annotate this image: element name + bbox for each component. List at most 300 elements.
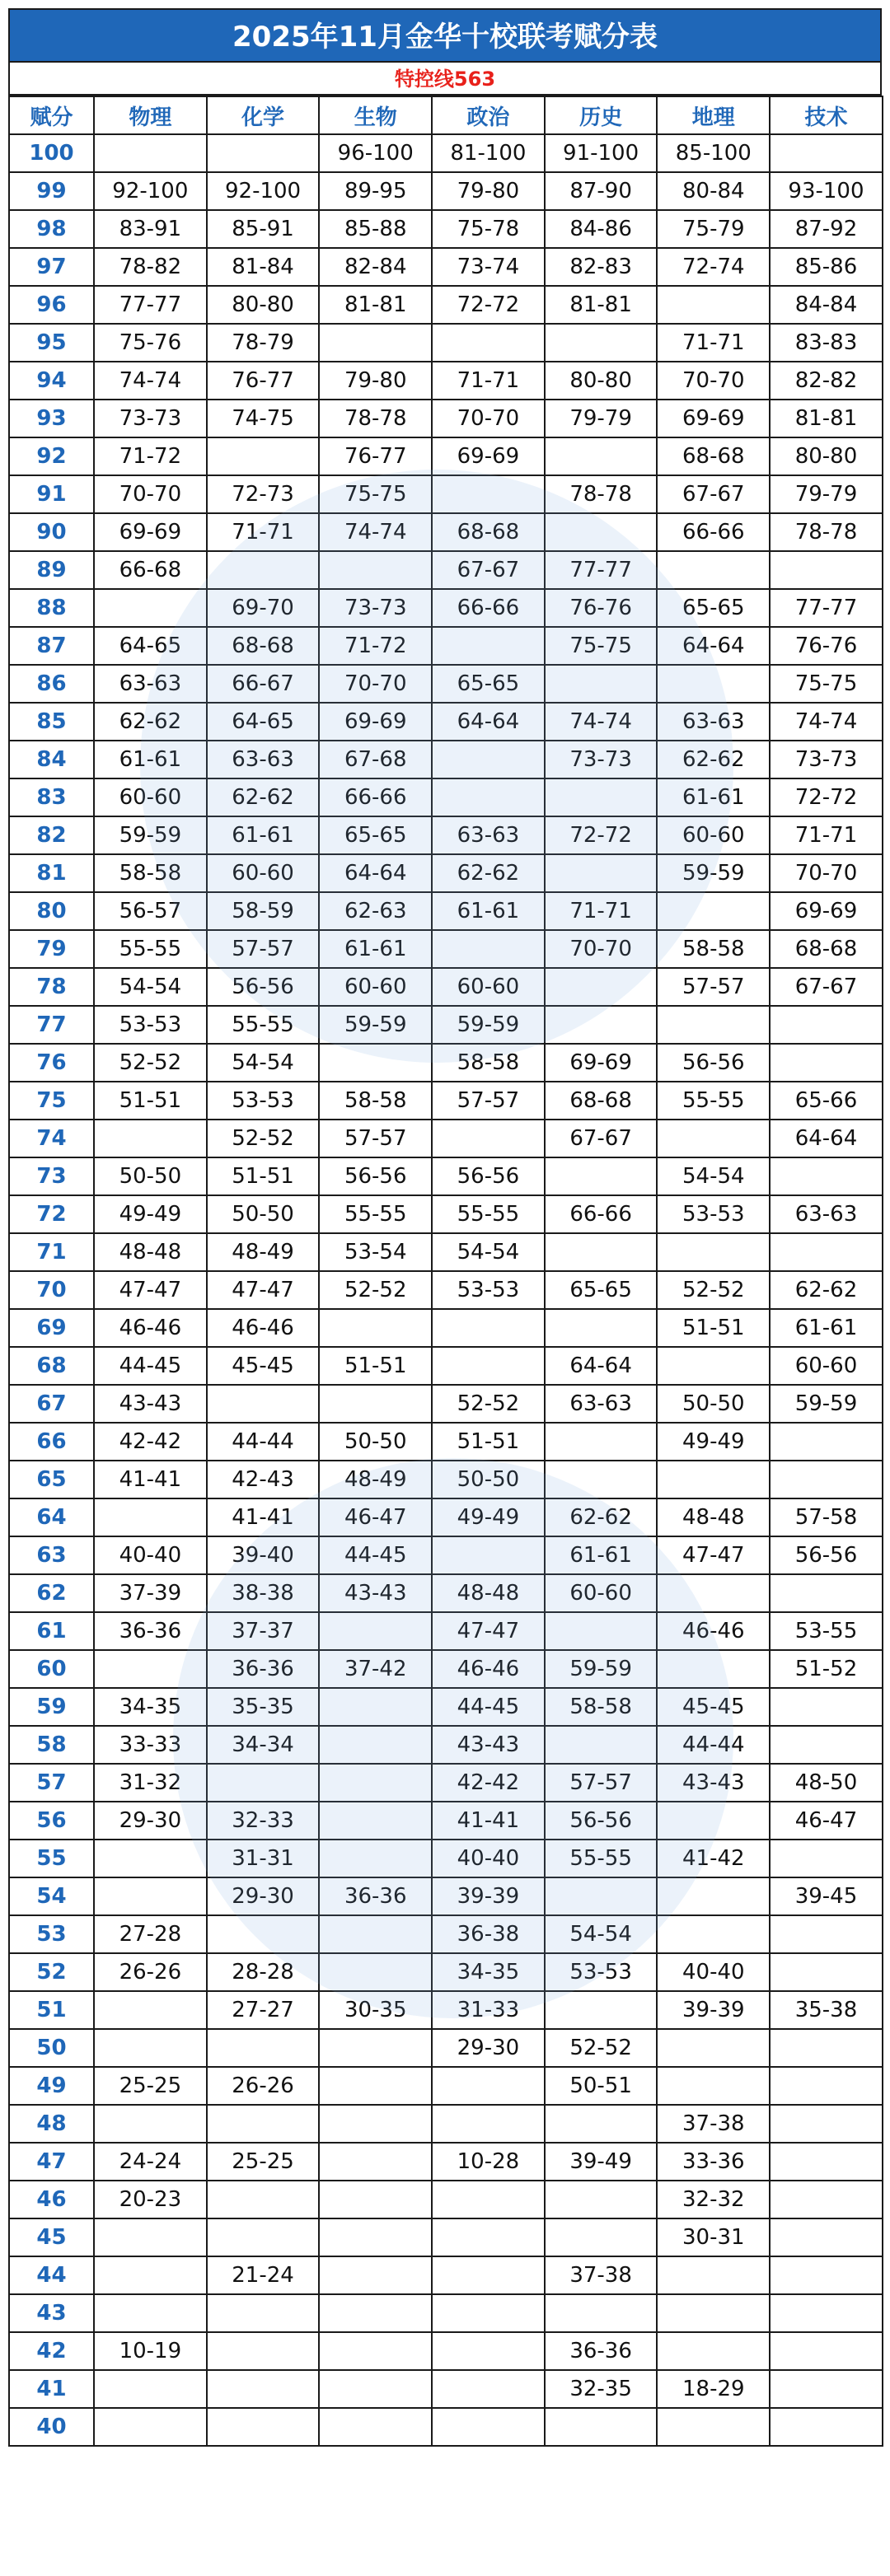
- table-row: [9, 286, 883, 324]
- cell-history: 57-57: [545, 1764, 658, 1802]
- cell-politics: 54-54: [432, 1233, 545, 1271]
- table-row: [9, 324, 883, 362]
- cell-physics: [94, 2294, 207, 2332]
- cell-politics: 43-43: [432, 1726, 545, 1764]
- cell-politics: 75-78: [432, 210, 545, 248]
- cell-physics: 46-46: [94, 1309, 207, 1347]
- cell-technology: [770, 2218, 883, 2256]
- cell-physics: [94, 589, 207, 627]
- cell-biology: [319, 1726, 432, 1764]
- cell-history: [545, 1612, 658, 1650]
- cell-technology: 63-63: [770, 1195, 883, 1233]
- cell-technology: 65-66: [770, 1082, 883, 1120]
- cell-history: 78-78: [545, 475, 658, 513]
- cell-physics: 29-30: [94, 1802, 207, 1840]
- table-row: [9, 2067, 883, 2105]
- table-row: [9, 2181, 883, 2218]
- table-row: [9, 400, 883, 437]
- cell-geography: [657, 1347, 770, 1385]
- cell-biology: 76-77: [319, 437, 432, 475]
- cell-technology: [770, 1006, 883, 1044]
- table-row: [9, 2408, 883, 2446]
- cell-biology: 55-55: [319, 1195, 432, 1233]
- cell-physics: 53-53: [94, 1006, 207, 1044]
- table-row: [9, 1498, 883, 1536]
- cell-politics: 39-39: [432, 1877, 545, 1915]
- cell-geography: [657, 1233, 770, 1271]
- cell-biology: 52-52: [319, 1271, 432, 1309]
- cell-history: [545, 1991, 658, 2029]
- cell-chemistry: 38-38: [207, 1574, 320, 1612]
- table-title: 2025年11月金华十校联考赋分表: [8, 8, 882, 63]
- cell-politics: 58-58: [432, 1044, 545, 1082]
- cell-chemistry: 66-67: [207, 665, 320, 703]
- cell-politics: [432, 2294, 545, 2332]
- cell-technology: 56-56: [770, 1536, 883, 1574]
- cell-biology: 65-65: [319, 816, 432, 854]
- cell-score: 99: [9, 172, 94, 210]
- cell-technology: 64-64: [770, 1120, 883, 1157]
- cell-physics: 52-52: [94, 1044, 207, 1082]
- cell-politics: 79-80: [432, 172, 545, 210]
- cell-chemistry: 27-27: [207, 1991, 320, 2029]
- cell-score: 44: [9, 2256, 94, 2294]
- cell-chemistry: 85-91: [207, 210, 320, 248]
- table-row: [9, 627, 883, 665]
- cell-chemistry: [207, 2294, 320, 2332]
- cell-biology: [319, 2256, 432, 2294]
- cell-score: 43: [9, 2294, 94, 2332]
- cell-chemistry: 37-37: [207, 1612, 320, 1650]
- cell-geography: [657, 2294, 770, 2332]
- cell-technology: 67-67: [770, 968, 883, 1006]
- cell-score: 60: [9, 1650, 94, 1688]
- cell-technology: 39-45: [770, 1877, 883, 1915]
- cell-biology: 74-74: [319, 513, 432, 551]
- table-row: [9, 2294, 883, 2332]
- cell-biology: [319, 1953, 432, 1991]
- table-row: [9, 703, 883, 741]
- cell-politics: 47-47: [432, 1612, 545, 1650]
- cell-politics: 40-40: [432, 1840, 545, 1877]
- table-row: [9, 1347, 883, 1385]
- cell-chemistry: 71-71: [207, 513, 320, 551]
- table-row: [9, 2370, 883, 2408]
- cell-physics: 73-73: [94, 400, 207, 437]
- cell-geography: 39-39: [657, 1991, 770, 2029]
- cell-geography: [657, 2332, 770, 2370]
- cell-geography: [657, 1650, 770, 1688]
- table-row: [9, 248, 883, 286]
- cell-physics: 10-19: [94, 2332, 207, 2370]
- cell-geography: 33-36: [657, 2143, 770, 2181]
- cell-score: 100: [9, 134, 94, 172]
- cell-biology: 58-58: [319, 1082, 432, 1120]
- cell-biology: 71-72: [319, 627, 432, 665]
- cell-geography: 72-74: [657, 248, 770, 286]
- cell-politics: 34-35: [432, 1953, 545, 1991]
- cell-biology: 56-56: [319, 1157, 432, 1195]
- cell-physics: 37-39: [94, 1574, 207, 1612]
- cell-history: [545, 2105, 658, 2143]
- header-physics: 物理: [94, 96, 207, 134]
- header-technology: 技术: [770, 96, 883, 134]
- cell-technology: 59-59: [770, 1385, 883, 1423]
- cell-biology: [319, 324, 432, 362]
- cell-politics: [432, 2218, 545, 2256]
- cell-geography: 53-53: [657, 1195, 770, 1233]
- cell-physics: 42-42: [94, 1423, 207, 1461]
- cell-geography: 30-31: [657, 2218, 770, 2256]
- table-row: [9, 589, 883, 627]
- table-row: [9, 1802, 883, 1840]
- cell-history: [545, 1726, 658, 1764]
- cell-history: 56-56: [545, 1802, 658, 1840]
- cell-biology: 96-100: [319, 134, 432, 172]
- cell-geography: [657, 1120, 770, 1157]
- cell-politics: [432, 1309, 545, 1347]
- cell-geography: 64-64: [657, 627, 770, 665]
- cell-technology: [770, 2256, 883, 2294]
- cell-geography: [657, 1802, 770, 1840]
- cell-chemistry: [207, 2332, 320, 2370]
- cell-chemistry: [207, 2105, 320, 2143]
- table-row: [9, 2029, 883, 2067]
- cell-history: [545, 2408, 658, 2446]
- table-row: [9, 172, 883, 210]
- cell-biology: [319, 2181, 432, 2218]
- cell-politics: [432, 627, 545, 665]
- cell-physics: 56-57: [94, 892, 207, 930]
- cell-biology: [319, 2294, 432, 2332]
- cell-physics: 24-24: [94, 2143, 207, 2181]
- cell-history: 39-49: [545, 2143, 658, 2181]
- header-geography: 地理: [657, 96, 770, 134]
- cell-chemistry: [207, 2370, 320, 2408]
- cell-politics: [432, 741, 545, 778]
- cell-score: 70: [9, 1271, 94, 1309]
- cell-chemistry: 74-75: [207, 400, 320, 437]
- cell-biology: 89-95: [319, 172, 432, 210]
- table-row: [9, 2143, 883, 2181]
- cell-geography: [657, 1915, 770, 1953]
- cell-score: 88: [9, 589, 94, 627]
- cell-chemistry: 44-44: [207, 1423, 320, 1461]
- cell-politics: 57-57: [432, 1082, 545, 1120]
- cell-physics: 75-76: [94, 324, 207, 362]
- table-row: [9, 854, 883, 892]
- cell-geography: [657, 1574, 770, 1612]
- cell-score: 66: [9, 1423, 94, 1461]
- cell-history: [545, 513, 658, 551]
- cell-technology: 82-82: [770, 362, 883, 400]
- cell-physics: 62-62: [94, 703, 207, 741]
- cell-physics: 74-74: [94, 362, 207, 400]
- cell-chemistry: 53-53: [207, 1082, 320, 1120]
- cell-biology: 75-75: [319, 475, 432, 513]
- cell-politics: [432, 1120, 545, 1157]
- table-row: [9, 1233, 883, 1271]
- cell-history: 60-60: [545, 1574, 658, 1612]
- cell-history: 77-77: [545, 551, 658, 589]
- cell-physics: 78-82: [94, 248, 207, 286]
- cell-score: 59: [9, 1688, 94, 1726]
- cell-geography: 47-47: [657, 1536, 770, 1574]
- cell-chemistry: 26-26: [207, 2067, 320, 2105]
- cell-history: 84-86: [545, 210, 658, 248]
- cell-score: 47: [9, 2143, 94, 2181]
- special-control-line: 特控线563: [8, 63, 882, 96]
- cell-geography: 58-58: [657, 930, 770, 968]
- cell-politics: 41-41: [432, 1802, 545, 1840]
- cell-history: 66-66: [545, 1195, 658, 1233]
- cell-biology: 43-43: [319, 1574, 432, 1612]
- cell-geography: 49-49: [657, 1423, 770, 1461]
- cell-chemistry: 56-56: [207, 968, 320, 1006]
- cell-score: 62: [9, 1574, 94, 1612]
- cell-chemistry: 39-40: [207, 1536, 320, 1574]
- cell-history: [545, 665, 658, 703]
- cell-geography: 66-66: [657, 513, 770, 551]
- cell-chemistry: [207, 551, 320, 589]
- cell-politics: 29-30: [432, 2029, 545, 2067]
- cell-technology: [770, 1915, 883, 1953]
- header-row: [9, 96, 883, 134]
- table-row: [9, 362, 883, 400]
- cell-geography: 61-61: [657, 778, 770, 816]
- cell-technology: [770, 2181, 883, 2218]
- cell-history: 74-74: [545, 703, 658, 741]
- cell-history: [545, 1877, 658, 1915]
- cell-geography: 56-56: [657, 1044, 770, 1082]
- cell-score: 74: [9, 1120, 94, 1157]
- cell-chemistry: [207, 1385, 320, 1423]
- cell-score: 76: [9, 1044, 94, 1082]
- cell-biology: [319, 2408, 432, 2446]
- table-row: [9, 1612, 883, 1650]
- cell-physics: 49-49: [94, 1195, 207, 1233]
- cell-chemistry: 48-49: [207, 1233, 320, 1271]
- cell-chemistry: 68-68: [207, 627, 320, 665]
- cell-technology: 85-86: [770, 248, 883, 286]
- table-row: [9, 1915, 883, 1953]
- table-row: [9, 2105, 883, 2143]
- cell-biology: [319, 2067, 432, 2105]
- cell-biology: 81-81: [319, 286, 432, 324]
- cell-score: 85: [9, 703, 94, 741]
- score-conversion-table: [8, 96, 883, 2447]
- cell-score: 65: [9, 1461, 94, 1498]
- cell-geography: [657, 1877, 770, 1915]
- table-row: [9, 816, 883, 854]
- cell-score: 71: [9, 1233, 94, 1271]
- cell-biology: 78-78: [319, 400, 432, 437]
- cell-chemistry: 45-45: [207, 1347, 320, 1385]
- cell-geography: 57-57: [657, 968, 770, 1006]
- table-row: [9, 1461, 883, 1498]
- cell-biology: 60-60: [319, 968, 432, 1006]
- table-row: [9, 1840, 883, 1877]
- cell-physics: 51-51: [94, 1082, 207, 1120]
- cell-chemistry: 81-84: [207, 248, 320, 286]
- cell-politics: 68-68: [432, 513, 545, 551]
- cell-physics: 34-35: [94, 1688, 207, 1726]
- cell-geography: 44-44: [657, 1726, 770, 1764]
- cell-politics: 70-70: [432, 400, 545, 437]
- cell-score: 83: [9, 778, 94, 816]
- cell-biology: [319, 2105, 432, 2143]
- cell-score: 41: [9, 2370, 94, 2408]
- cell-history: 87-90: [545, 172, 658, 210]
- cell-history: [545, 2181, 658, 2218]
- cell-history: [545, 1006, 658, 1044]
- cell-history: 50-51: [545, 2067, 658, 2105]
- cell-chemistry: 63-63: [207, 741, 320, 778]
- cell-physics: 20-23: [94, 2181, 207, 2218]
- cell-biology: 82-84: [319, 248, 432, 286]
- cell-history: [545, 2294, 658, 2332]
- cell-physics: 63-63: [94, 665, 207, 703]
- cell-history: [545, 2218, 658, 2256]
- cell-technology: 75-75: [770, 665, 883, 703]
- cell-geography: [657, 551, 770, 589]
- table-row: [9, 1991, 883, 2029]
- cell-physics: [94, 1498, 207, 1536]
- cell-technology: [770, 1423, 883, 1461]
- table-row: [9, 741, 883, 778]
- cell-history: [545, 1157, 658, 1195]
- cell-politics: [432, 2408, 545, 2446]
- table-row: [9, 475, 883, 513]
- cell-politics: 73-74: [432, 248, 545, 286]
- cell-history: [545, 1309, 658, 1347]
- cell-score: 87: [9, 627, 94, 665]
- cell-score: 55: [9, 1840, 94, 1877]
- cell-biology: [319, 551, 432, 589]
- cell-technology: [770, 2029, 883, 2067]
- cell-politics: 66-66: [432, 589, 545, 627]
- cell-history: 71-71: [545, 892, 658, 930]
- cell-geography: [657, 892, 770, 930]
- cell-politics: 36-38: [432, 1915, 545, 1953]
- cell-technology: [770, 134, 883, 172]
- cell-biology: [319, 1915, 432, 1953]
- cell-history: 63-63: [545, 1385, 658, 1423]
- cell-history: 70-70: [545, 930, 658, 968]
- cell-history: 69-69: [545, 1044, 658, 1082]
- table-row: [9, 1650, 883, 1688]
- cell-geography: 69-69: [657, 400, 770, 437]
- cell-politics: 10-28: [432, 2143, 545, 2181]
- table-row: [9, 1044, 883, 1082]
- cell-politics: 48-48: [432, 1574, 545, 1612]
- cell-physics: 61-61: [94, 741, 207, 778]
- cell-history: 75-75: [545, 627, 658, 665]
- cell-politics: [432, 2332, 545, 2370]
- cell-score: 94: [9, 362, 94, 400]
- cell-technology: 70-70: [770, 854, 883, 892]
- cell-technology: [770, 1688, 883, 1726]
- cell-physics: 47-47: [94, 1271, 207, 1309]
- cell-score: 52: [9, 1953, 94, 1991]
- cell-physics: 41-41: [94, 1461, 207, 1498]
- cell-politics: [432, 2105, 545, 2143]
- cell-chemistry: 72-73: [207, 475, 320, 513]
- cell-history: 36-36: [545, 2332, 658, 2370]
- cell-geography: [657, 2067, 770, 2105]
- table-row: [9, 892, 883, 930]
- cell-politics: [432, 778, 545, 816]
- cell-geography: 80-84: [657, 172, 770, 210]
- cell-score: 97: [9, 248, 94, 286]
- cell-physics: [94, 1120, 207, 1157]
- cell-score: 98: [9, 210, 94, 248]
- cell-biology: [319, 1385, 432, 1423]
- cell-physics: 69-69: [94, 513, 207, 551]
- cell-physics: 71-72: [94, 437, 207, 475]
- cell-technology: 62-62: [770, 1271, 883, 1309]
- cell-history: 58-58: [545, 1688, 658, 1726]
- cell-score: 79: [9, 930, 94, 968]
- table-row: [9, 1271, 883, 1309]
- table-row: [9, 1536, 883, 1574]
- cell-physics: 44-45: [94, 1347, 207, 1385]
- cell-history: [545, 1233, 658, 1271]
- cell-history: 68-68: [545, 1082, 658, 1120]
- cell-score: 64: [9, 1498, 94, 1536]
- table-row: [9, 1688, 883, 1726]
- cell-biology: 64-64: [319, 854, 432, 892]
- cell-geography: 18-29: [657, 2370, 770, 2408]
- cell-physics: 83-91: [94, 210, 207, 248]
- cell-geography: 71-71: [657, 324, 770, 362]
- cell-history: 53-53: [545, 1953, 658, 1991]
- cell-technology: [770, 1840, 883, 1877]
- cell-chemistry: [207, 134, 320, 172]
- cell-chemistry: [207, 437, 320, 475]
- header-score: 赋分: [9, 96, 94, 134]
- cell-chemistry: 61-61: [207, 816, 320, 854]
- score-table-sheet: [8, 8, 882, 2447]
- cell-politics: 72-72: [432, 286, 545, 324]
- cell-physics: 92-100: [94, 172, 207, 210]
- cell-score: 40: [9, 2408, 94, 2446]
- cell-history: 91-100: [545, 134, 658, 172]
- cell-physics: 66-68: [94, 551, 207, 589]
- cell-politics: 64-64: [432, 703, 545, 741]
- cell-physics: 48-48: [94, 1233, 207, 1271]
- cell-chemistry: 47-47: [207, 1271, 320, 1309]
- cell-biology: 61-61: [319, 930, 432, 968]
- cell-biology: [319, 2370, 432, 2408]
- cell-score: 80: [9, 892, 94, 930]
- cell-history: [545, 1461, 658, 1498]
- table-row: [9, 551, 883, 589]
- cell-technology: [770, 2370, 883, 2408]
- cell-technology: 79-79: [770, 475, 883, 513]
- cell-history: 65-65: [545, 1271, 658, 1309]
- cell-score: 54: [9, 1877, 94, 1915]
- cell-score: 84: [9, 741, 94, 778]
- cell-physics: [94, 2408, 207, 2446]
- cell-biology: [319, 1764, 432, 1802]
- cell-chemistry: [207, 2029, 320, 2067]
- cell-history: 59-59: [545, 1650, 658, 1688]
- cell-technology: 60-60: [770, 1347, 883, 1385]
- cell-history: [545, 324, 658, 362]
- cell-technology: [770, 551, 883, 589]
- cell-biology: 59-59: [319, 1006, 432, 1044]
